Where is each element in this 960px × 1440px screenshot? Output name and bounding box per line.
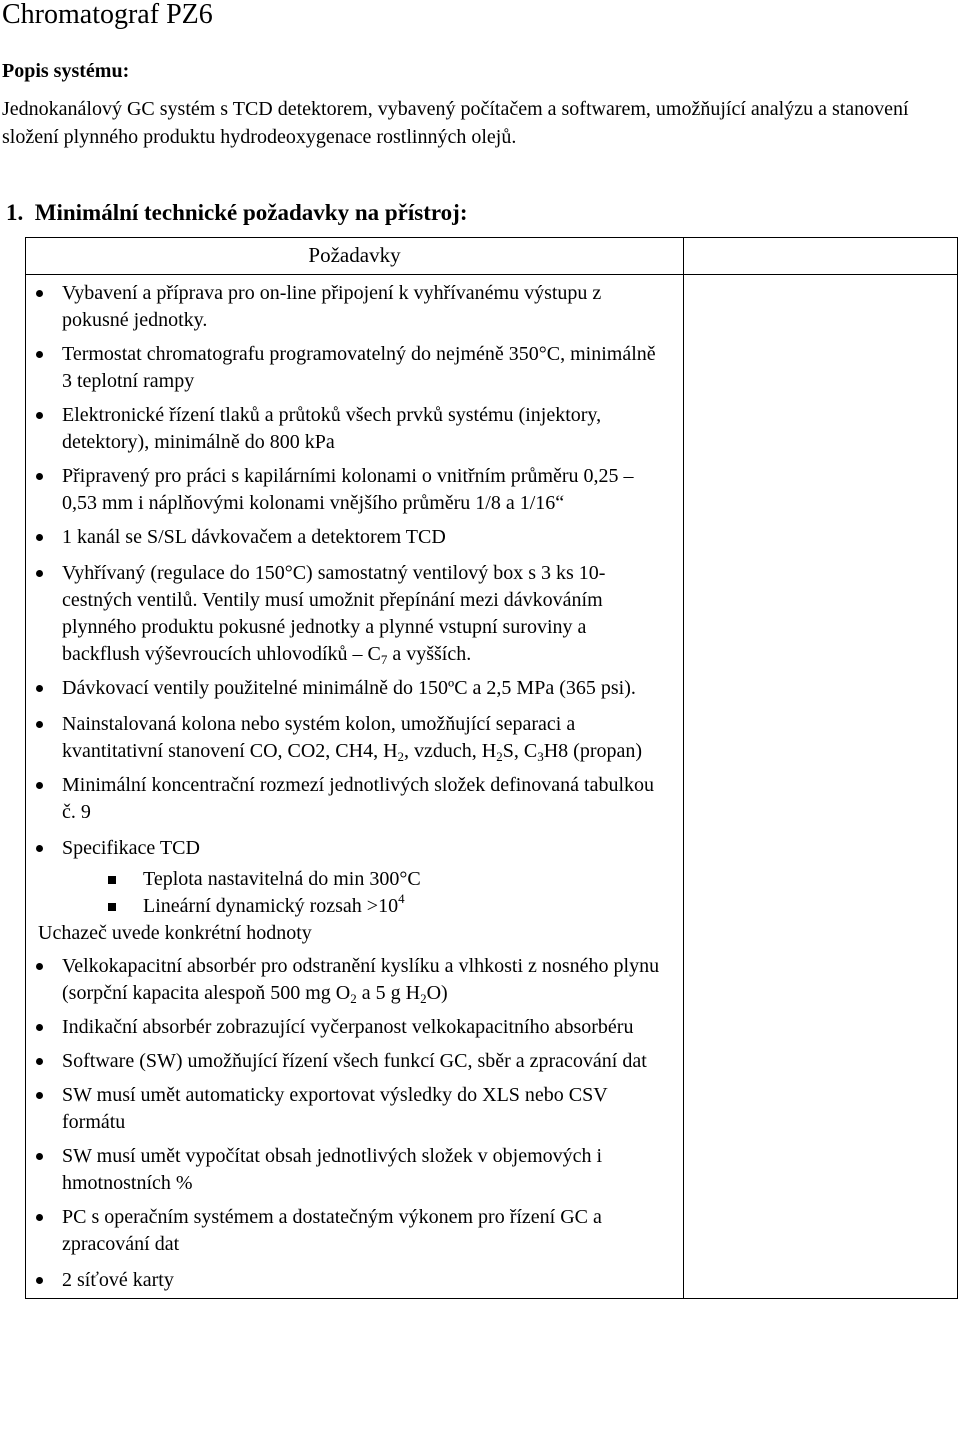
section-heading bbox=[6, 198, 468, 228]
item-text: Nainstalovaná kolona nebo systém kolon, umožňující separaci a kvantitativní stanovení CO, CO2, CH4, $H_2$, vzduch, $H_2S$, $C_3H8$ (propan) bbox=[62, 713, 643, 764]
tcd-spec-list bbox=[26, 866, 669, 920]
section-number: 1. bbox=[6, 200, 24, 225]
bullet-icon bbox=[36, 782, 43, 789]
list-item bbox=[26, 524, 683, 551]
bullet-icon bbox=[36, 1092, 43, 1099]
list-item bbox=[26, 463, 683, 517]
item-text: Velkokapacitní absorbér pro odstranění kyslíku a vlhkosti z nosného plynu (sorpční kapacita alespoň 500 mg $O_2$ a 5 g $H_2O$) bbox=[62, 955, 660, 1006]
item-text: SW musí umět automaticky exportovat výsledky do XLS nebo CSV formátu bbox=[62, 1084, 608, 1133]
item-text: Vybavení a příprava pro on-line připojení k vyhřívanému výstupu z pokusné jednotky. bbox=[62, 282, 602, 331]
bullet-icon bbox=[36, 721, 43, 728]
bullet-icon bbox=[36, 1024, 43, 1031]
item-text: Elektronické řízení tlaků a průtoků všech prvků systému (injektory, detektory), minimálně do 800 kPa bbox=[62, 404, 602, 453]
item-text: PC s operačním systémem a dostatečným výkonem pro řízení GC a zpracování dat bbox=[62, 1206, 602, 1255]
bullet-icon bbox=[36, 845, 43, 852]
item-text: 1 kanál se S/SL dávkovačem a detektorem TCD bbox=[62, 526, 446, 548]
item-text: Software (SW) umožňující řízení všech funkcí GC, sběr a zpracování dat bbox=[62, 1050, 647, 1072]
list-item bbox=[26, 1082, 683, 1136]
item-text: Vyhřívaný (regulace do 150°C) samostatný ventilový box s 3 ks 10-cestných ventilů. Ventily musí umožnit přepínání mezi dávkováním plynného produktu pokusné jednotky a plynné vstupní suroviny a backflush výševroucích uhlovodíků – $C_7$ a vyšších. bbox=[62, 562, 606, 667]
bullet-icon bbox=[36, 412, 43, 419]
bullet-icon bbox=[36, 534, 43, 541]
list-item bbox=[26, 675, 683, 702]
system-description: Jednokanálový GC systém s TCD detektorem, vybavený počítačem a softwarem, umožňující analýzu a stanovení složení plynného produktu hydrodeoxygenace rostlinných olejů. bbox=[2, 98, 909, 148]
table-header-row bbox=[26, 238, 958, 275]
empty-cell bbox=[684, 275, 958, 1299]
list-item bbox=[26, 280, 683, 334]
requirements-list bbox=[26, 280, 683, 920]
bullet-icon bbox=[36, 1058, 43, 1065]
bullet-icon bbox=[36, 570, 43, 577]
requirements-cell bbox=[26, 275, 684, 1299]
tcd-spec-text: Lineární dynamický rozsah $>10^4$ bbox=[143, 891, 405, 917]
tcd-spec-item bbox=[26, 893, 669, 920]
requirements-list-continued bbox=[26, 953, 683, 1294]
square-bullet-icon bbox=[108, 903, 116, 911]
bullet-icon bbox=[36, 1153, 43, 1160]
bullet-icon bbox=[36, 351, 43, 358]
bullet-icon bbox=[36, 1277, 43, 1284]
list-item bbox=[26, 711, 683, 765]
list-item bbox=[26, 1267, 683, 1294]
list-item bbox=[26, 341, 683, 395]
tcd-note: Uchazeč uvede konkrétní hodnoty bbox=[38, 922, 312, 944]
item-text: Specifikace TCD bbox=[62, 837, 200, 859]
bullet-icon bbox=[36, 473, 43, 480]
bullet-icon bbox=[36, 963, 43, 970]
list-item bbox=[26, 560, 683, 668]
header-requirements: Požadavky bbox=[26, 238, 684, 275]
item-text: Minimální koncentrační rozmezí jednotlivých složek definovaná tabulkou č. 9 bbox=[62, 774, 655, 823]
list-item bbox=[26, 1014, 683, 1041]
bullet-icon bbox=[36, 685, 43, 692]
list-item bbox=[26, 953, 683, 1007]
section-title: Minimální technické požadavky na přístroj: bbox=[34, 200, 468, 225]
bullet-icon bbox=[36, 1214, 43, 1221]
square-bullet-icon bbox=[108, 876, 116, 884]
item-text: SW musí umět vypočítat obsah jednotlivých složek v objemových i hmotnostních % bbox=[62, 1145, 603, 1194]
list-item bbox=[26, 1048, 683, 1075]
requirements-table bbox=[25, 237, 958, 1299]
item-text: Dávkovací ventily použitelné minimálně do 150ºC a 2,5 MPa (365 psi). bbox=[62, 677, 636, 699]
table-body-row bbox=[26, 275, 958, 1299]
item-text: Termostat chromatografu programovatelný do nejméně 350°C, minimálně 3 teplotní rampy bbox=[62, 343, 656, 392]
list-item bbox=[26, 1143, 683, 1197]
system-heading: Popis systému: bbox=[2, 60, 130, 82]
list-item bbox=[26, 402, 683, 456]
bullet-icon bbox=[36, 290, 43, 297]
item-text: Připravený pro práci s kapilárními kolonami o vnitřním průměru 0,25 – 0,53 mm i náplňovými kolonami vnějšího průměru 1/8 a 1/16“ bbox=[62, 465, 634, 514]
tcd-spec-item bbox=[26, 866, 669, 893]
item-text: Indikační absorbér zobrazující vyčerpanost velkokapacitního absorbéru bbox=[62, 1016, 634, 1038]
list-item bbox=[26, 772, 683, 826]
list-item bbox=[26, 835, 683, 920]
header-second bbox=[684, 238, 958, 275]
item-text: 2 síťové karty bbox=[62, 1269, 174, 1291]
list-item bbox=[26, 1204, 683, 1258]
tcd-spec-text: Teplota nastavitelná do min 300°C bbox=[143, 868, 421, 890]
document-title: Chromatograf PZ6 bbox=[2, 0, 213, 30]
